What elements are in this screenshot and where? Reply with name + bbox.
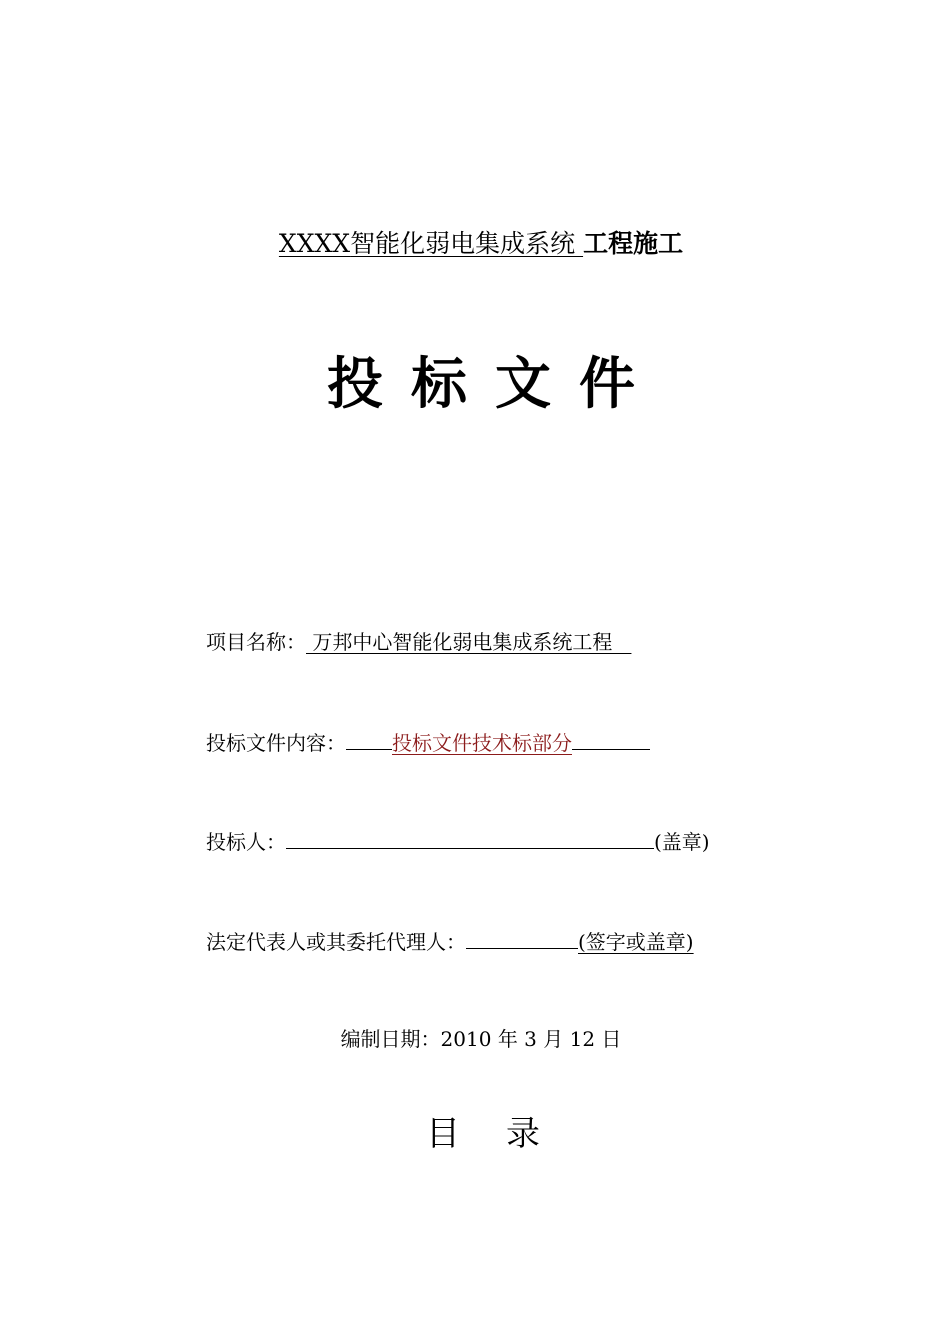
project-name-field bbox=[206, 627, 631, 657]
content-value: 投标文件技术标部分 bbox=[392, 731, 572, 755]
content-blank-right bbox=[572, 727, 650, 750]
project-name-value: 万邦中心智能化弱电集成系统工程 bbox=[306, 630, 632, 654]
bidder-blank bbox=[286, 826, 654, 849]
bidder-suffix: (盖章) bbox=[654, 830, 710, 854]
project-title-prefix: XXXX bbox=[278, 229, 351, 258]
content-label: 投标文件内容： bbox=[206, 731, 346, 755]
representative-blank bbox=[466, 926, 578, 949]
toc-heading: 目录 bbox=[426, 1114, 586, 1154]
compile-date: 编制日期：2010 年 3 月 12 日 bbox=[340, 1027, 622, 1051]
bidder-label: 投标人： bbox=[206, 830, 286, 854]
project-title bbox=[0, 226, 950, 262]
content-blank-left bbox=[346, 727, 392, 750]
representative-field bbox=[206, 926, 694, 957]
content-field bbox=[206, 727, 650, 758]
representative-suffix: (签字或盖章) bbox=[578, 930, 694, 954]
project-title-system: 智能化弱电集成系统 bbox=[350, 229, 584, 258]
bidder-field bbox=[206, 826, 710, 857]
project-name-label: 项目名称： bbox=[206, 630, 306, 654]
representative-label: 法定代表人或其委托代理人： bbox=[206, 930, 466, 954]
document-title: 投标文件 bbox=[327, 351, 663, 417]
project-title-suffix: 工程施工 bbox=[583, 229, 684, 258]
